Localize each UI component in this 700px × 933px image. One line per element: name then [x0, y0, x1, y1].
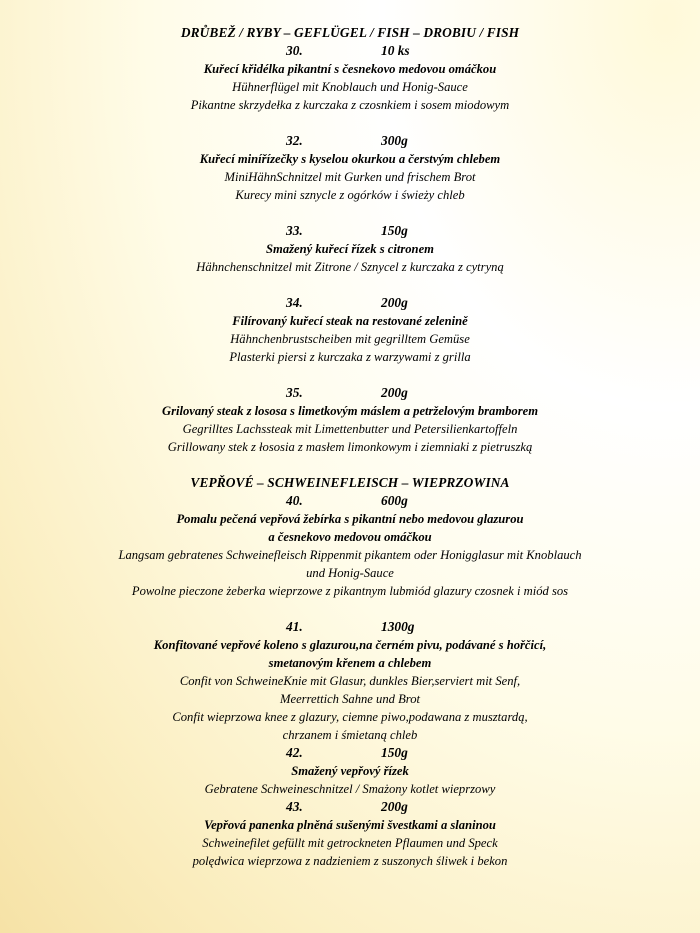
item-weight: 150g: [381, 745, 408, 760]
item-title: Filírovaný kuřecí steak na restované zelenině: [232, 314, 468, 328]
item-title: Kuřecí křidélka pikantní s česnekovo medovou omáčkou: [203, 62, 497, 76]
item-desc-de: Hähnchenbrustscheiben mit gegrilltem Gemüse: [230, 332, 470, 346]
item-desc-pl: Pikantne skrzydełka z kurczaka z czosnkiem i sosem miodowym: [190, 98, 510, 112]
menu-item-34: [0, 294, 700, 366]
item-number-line: [0, 384, 700, 402]
item-weight: 600g: [381, 493, 408, 508]
menu-item-42: [0, 744, 700, 798]
item-title: Grilovaný steak z lososa s limetkovým máslem a petrželovým bramborem: [161, 404, 539, 418]
item-number: 41.: [286, 619, 303, 634]
item-number-line: [0, 132, 700, 150]
menu-item-33: [0, 222, 700, 276]
item-number: 42.: [286, 745, 303, 760]
item-desc-pl: Plasterki piersi z kurczaka z warzywami z grilla: [229, 350, 471, 364]
menu-item-32: [0, 132, 700, 204]
item-weight: 300g: [381, 133, 408, 148]
item-number: 35.: [286, 385, 303, 400]
item-desc-pl: polędwica wieprzowa z nadzieniem z suszonych śliwek i bekon: [192, 854, 508, 868]
item-number-line: [0, 492, 700, 510]
item-desc: Hähnchenschnitzel mit Zitrone / Sznycel z kurczaka z cytryną: [196, 260, 504, 274]
item-number: 43.: [286, 799, 303, 814]
item-number-line: [0, 744, 700, 762]
menu-item-40: [0, 492, 700, 600]
section-heading-pork: VEPŘOVÉ – SCHWEINEFLEISCH – WIEPRZOWINA: [190, 475, 510, 490]
item-number: 30.: [286, 43, 303, 58]
item-weight: 150g: [381, 223, 408, 238]
item-title: Konfitované vepřové koleno s glazurou,na černém pivu, podávané s hořčicí,: [153, 638, 547, 652]
item-title: Vepřová panenka plněná sušenými švestkami a slaninou: [204, 818, 496, 832]
item-desc-de-cont: Meerrettich Sahne und Brot: [279, 692, 420, 706]
item-desc-de: Langsam gebratenes Schweinefleisch Rippenmit pikantem oder Honigglasur mit Knoblauch: [118, 548, 582, 562]
item-number: 32.: [286, 133, 303, 148]
menu-item-30: [0, 42, 700, 114]
item-desc-de: MiniHähnSchnitzel mit Gurken und frischem Brot: [224, 170, 476, 184]
item-desc-de-cont: und Honig-Sauce: [306, 566, 394, 580]
section-heading-poultry: DRŮBEŽ / RYBY – GEFLÜGEL / FISH – DROBIU / FISH: [180, 25, 520, 40]
item-title: Kuřecí minířízečky s kyselou okurkou a čerstvým chlebem: [199, 152, 501, 166]
item-weight: 200g: [381, 799, 408, 814]
menu-item-43: [0, 798, 700, 870]
item-weight: 200g: [381, 295, 408, 310]
item-desc-pl: Powolne pieczone żeberka wieprzowe z pikantnym lubmiód glazury czosnek i miód sos: [131, 584, 569, 598]
item-desc-pl-cont: chrzanem i śmietaną chleb: [282, 728, 418, 742]
item-desc-pl: Grillowany stek z łososia z masłem limonkowym i ziemniaki z pietruszką: [167, 440, 533, 454]
item-title-cont: a česnekovo medovou omáčkou: [268, 530, 432, 544]
item-number-line: [0, 798, 700, 816]
menu-item-35: [0, 384, 700, 456]
item-number-line: [0, 294, 700, 312]
item-desc-de: Hühnerflügel mit Knoblauch und Honig-Sauce: [232, 80, 468, 94]
item-title-cont: smetanovým křenem a chlebem: [268, 656, 432, 670]
item-desc: Gebratene Schweineschnitzel / Smażony kotlet wieprzowy: [204, 782, 496, 796]
item-desc-de: Schweinefilet gefüllt mit getrockneten Pflaumen und Speck: [202, 836, 498, 850]
item-weight: 200g: [381, 385, 408, 400]
item-desc-de: Confit von SchweineKnie mit Glasur, dunkles Bier,serviert mit Senf,: [179, 674, 521, 688]
item-desc-pl: Kurecy mini sznycle z ogórków i świeży chleb: [235, 188, 465, 202]
item-number-line: [0, 618, 700, 636]
item-number-line: [0, 42, 700, 60]
item-weight: 1300g: [381, 619, 415, 634]
item-number-line: [0, 222, 700, 240]
item-title: Smažený kuřecí řízek s citronem: [266, 242, 434, 256]
item-title: Smažený vepřový řízek: [291, 764, 409, 778]
item-title: Pomalu pečená vepřová žebírka s pikantní nebo medovou glazurou: [176, 512, 524, 526]
item-number: 40.: [286, 493, 303, 508]
menu-item-41: [0, 618, 700, 744]
item-weight: 10 ks: [381, 43, 410, 58]
item-desc-pl: Confit wieprzowa knee z glazury, ciemne piwo,podawana z musztardą,: [172, 710, 528, 724]
item-desc-de: Gegrilltes Lachssteak mit Limettenbutter und Petersilienkartoffeln: [182, 422, 518, 436]
menu-page: [0, 24, 700, 870]
item-number: 34.: [286, 295, 303, 310]
item-number: 33.: [286, 223, 303, 238]
